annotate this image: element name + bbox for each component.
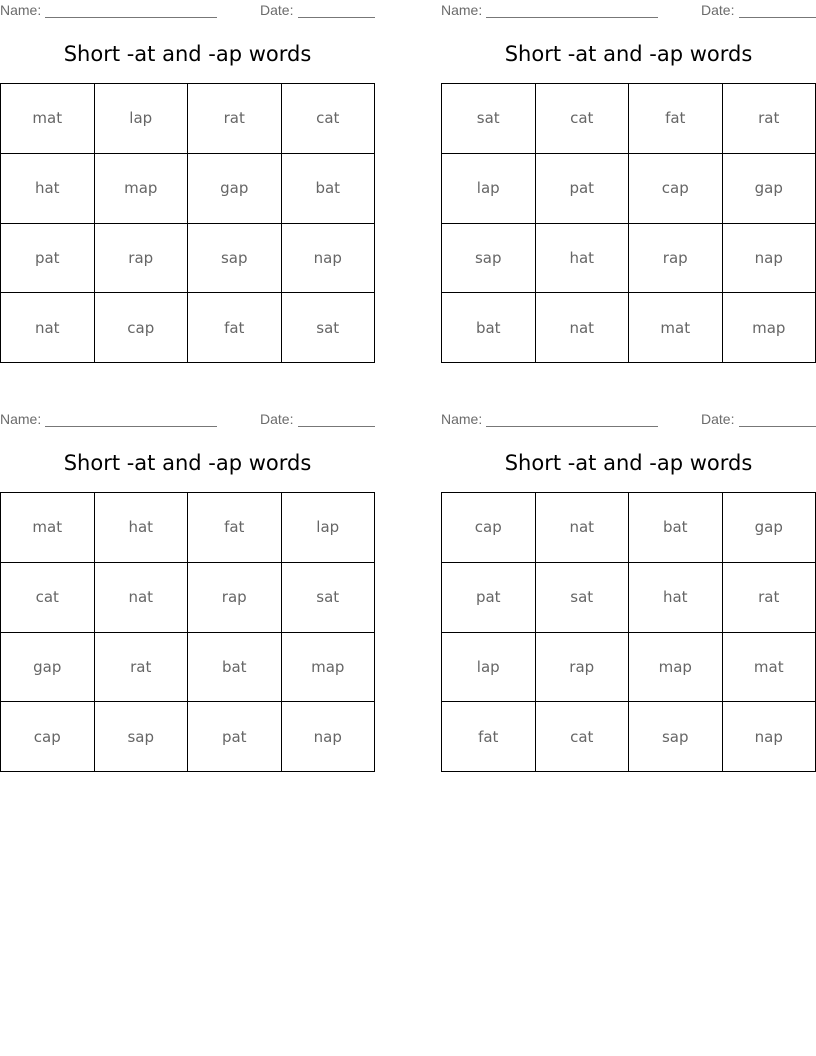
word-cell: sap [188, 224, 282, 294]
word-cell: rap [188, 563, 282, 633]
word-grid [0, 492, 375, 772]
word-cell: mat [629, 293, 723, 363]
word-cell: hat [95, 493, 189, 563]
date-blank-line[interactable] [298, 17, 375, 18]
name-label: Name: [0, 2, 42, 18]
word-cell: mat [1, 84, 95, 154]
word-cell: rat [723, 563, 816, 633]
bingo-card [0, 409, 375, 789]
word-cell: gap [1, 633, 95, 703]
word-cell: hat [1, 154, 95, 224]
word-cell: cap [442, 493, 536, 563]
word-cell: map [95, 154, 189, 224]
name-blank-line[interactable] [45, 17, 217, 18]
word-cell: hat [536, 224, 630, 294]
word-cell: lap [95, 84, 189, 154]
bingo-card [441, 0, 816, 380]
word-cell: sap [629, 702, 723, 772]
word-cell: cat [536, 84, 630, 154]
word-cell: sap [95, 702, 189, 772]
word-grid [441, 492, 816, 772]
word-cell: bat [629, 493, 723, 563]
date-label: Date: [260, 2, 294, 18]
name-date-header [441, 2, 816, 20]
name-blank-line[interactable] [45, 426, 217, 427]
word-cell: map [723, 293, 816, 363]
word-cell: fat [629, 84, 723, 154]
word-cell: rap [536, 633, 630, 703]
date-label: Date: [260, 411, 294, 427]
date-blank-line[interactable] [739, 426, 816, 427]
name-blank-line[interactable] [486, 17, 658, 18]
word-cell: cat [536, 702, 630, 772]
name-blank-line[interactable] [486, 426, 658, 427]
word-cell: nat [536, 493, 630, 563]
word-cell: hat [629, 563, 723, 633]
word-cell: sat [282, 563, 376, 633]
word-cell: rat [188, 84, 282, 154]
word-cell: gap [723, 493, 816, 563]
word-cell: cap [629, 154, 723, 224]
card-title: Short -at and -ap words [504, 42, 753, 66]
word-cell: nap [723, 224, 816, 294]
word-cell: gap [188, 154, 282, 224]
name-label: Name: [441, 411, 483, 427]
bingo-card [0, 0, 375, 380]
word-cell: nap [723, 702, 816, 772]
card-title: Short -at and -ap words [504, 451, 753, 475]
word-cell: lap [442, 154, 536, 224]
word-cell: sat [442, 84, 536, 154]
word-cell: nat [536, 293, 630, 363]
word-cell: fat [188, 293, 282, 363]
word-cell: bat [442, 293, 536, 363]
bingo-card [441, 409, 816, 789]
word-cell: mat [1, 493, 95, 563]
word-cell: rap [629, 224, 723, 294]
word-cell: bat [188, 633, 282, 703]
name-date-header [0, 411, 375, 429]
card-title: Short -at and -ap words [63, 451, 312, 475]
word-cell: lap [442, 633, 536, 703]
word-cell: cat [282, 84, 376, 154]
name-date-header [441, 411, 816, 429]
word-cell: pat [536, 154, 630, 224]
word-grid [441, 83, 816, 363]
word-cell: pat [442, 563, 536, 633]
word-cell: cap [1, 702, 95, 772]
word-cell: sat [282, 293, 376, 363]
word-cell: nap [282, 702, 376, 772]
date-blank-line[interactable] [298, 426, 375, 427]
date-label: Date: [701, 2, 735, 18]
name-label: Name: [0, 411, 42, 427]
word-cell: cap [95, 293, 189, 363]
word-grid [0, 83, 375, 363]
word-cell: fat [442, 702, 536, 772]
word-cell: bat [282, 154, 376, 224]
word-cell: sat [536, 563, 630, 633]
word-cell: gap [723, 154, 816, 224]
word-cell: sap [442, 224, 536, 294]
name-date-header [0, 2, 375, 20]
word-cell: rat [95, 633, 189, 703]
card-title: Short -at and -ap words [63, 42, 312, 66]
word-cell: nat [1, 293, 95, 363]
date-blank-line[interactable] [739, 17, 816, 18]
word-cell: pat [1, 224, 95, 294]
name-label: Name: [441, 2, 483, 18]
word-cell: lap [282, 493, 376, 563]
word-cell: nat [95, 563, 189, 633]
word-cell: cat [1, 563, 95, 633]
word-cell: fat [188, 493, 282, 563]
date-label: Date: [701, 411, 735, 427]
word-cell: map [629, 633, 723, 703]
word-cell: rap [95, 224, 189, 294]
word-cell: mat [723, 633, 816, 703]
word-cell: pat [188, 702, 282, 772]
word-cell: map [282, 633, 376, 703]
word-cell: nap [282, 224, 376, 294]
word-cell: rat [723, 84, 816, 154]
